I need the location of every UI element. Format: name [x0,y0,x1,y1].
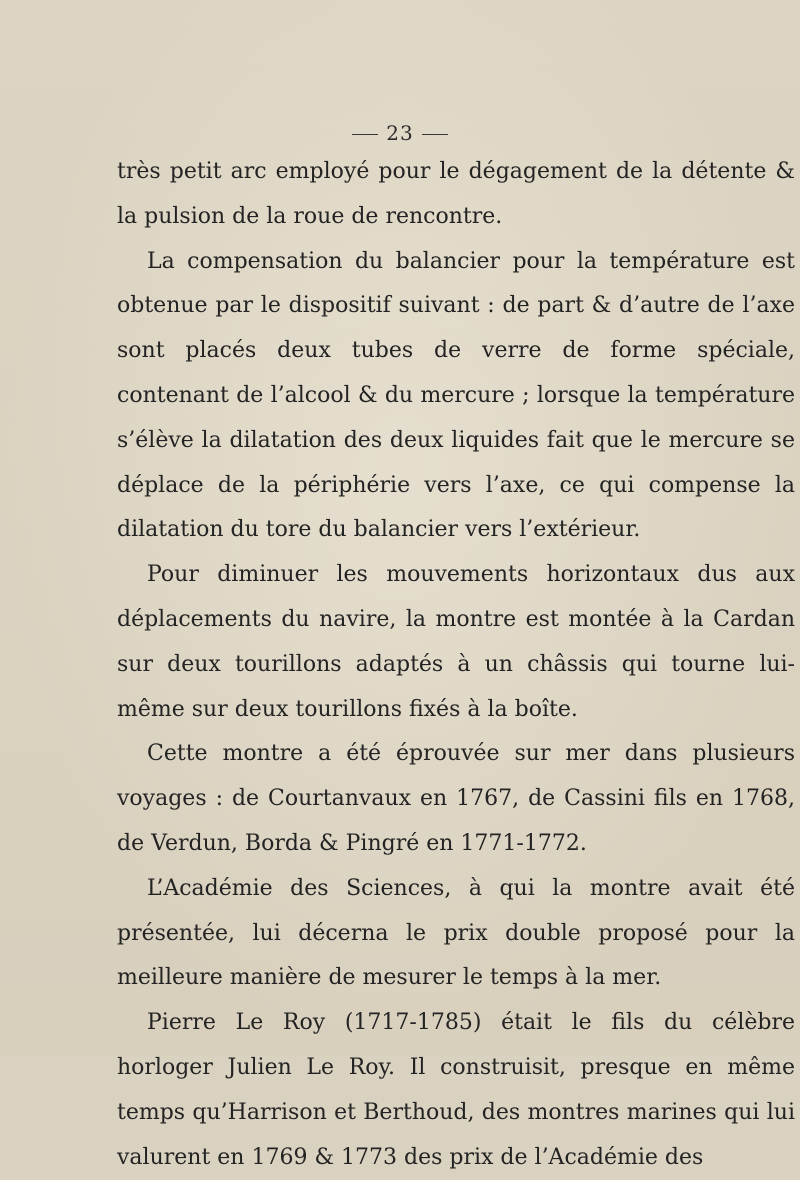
paragraph-continuation: très petit arc employé pour le dégagement de la détente & la pulsion de la roue de rencontre. [117,159,795,229]
paragraph-compensation: La compensation du balancier pour la température est obtenue par le dispositif suivant : de part & d’autre de l’axe sont placés deux tubes de verre de forme spéciale, contenant de l’alcool & du mercure ; lorsque la température s’élève la dilatation des deux liquides fait que le mercure se déplace de la périphérie vers l’axe, ce qui compense la dilatation du tore du balancier vers l’extérieur. [117,248,795,543]
left-dash-ornament [352,134,378,136]
body-text [117,150,795,1180]
paragraph-cardan-mount: Pour diminuer les mouvements horizontaux dus aux déplacements du navire, la montre est montée à la Cardan sur deux tourillons adaptés à un châssis qui tourne lui-même sur deux tourillons fixés à la boîte. [117,562,795,722]
paragraph-academie-prize: L’Académie des Sciences, à qui la montre avait été présentée, lui décerna le prix double proposé pour la meilleure manière de mesurer le temps à la mer. [117,875,795,991]
page-number [0,121,800,145]
page-number-value: 23 [386,121,414,145]
right-dash-ornament [422,134,448,136]
paragraph-sea-trials: Cette montre a été éprouvée sur mer dans plusieurs voyages : de Courtanvaux en 1767, de Cassini fils en 1768, de Verdun, Borda & Pingré en 1771-1772. [117,741,795,856]
paragraph-pierre-le-roy: Pierre Le Roy (1717-1785) était le fils du célèbre horloger Julien Le Roy. Il construisit, presque en même temps qu’Harrison et Berthoud, des montres marines qui lui valurent en 1769 & 1773 des prix de l’Académie des [117,1010,795,1170]
